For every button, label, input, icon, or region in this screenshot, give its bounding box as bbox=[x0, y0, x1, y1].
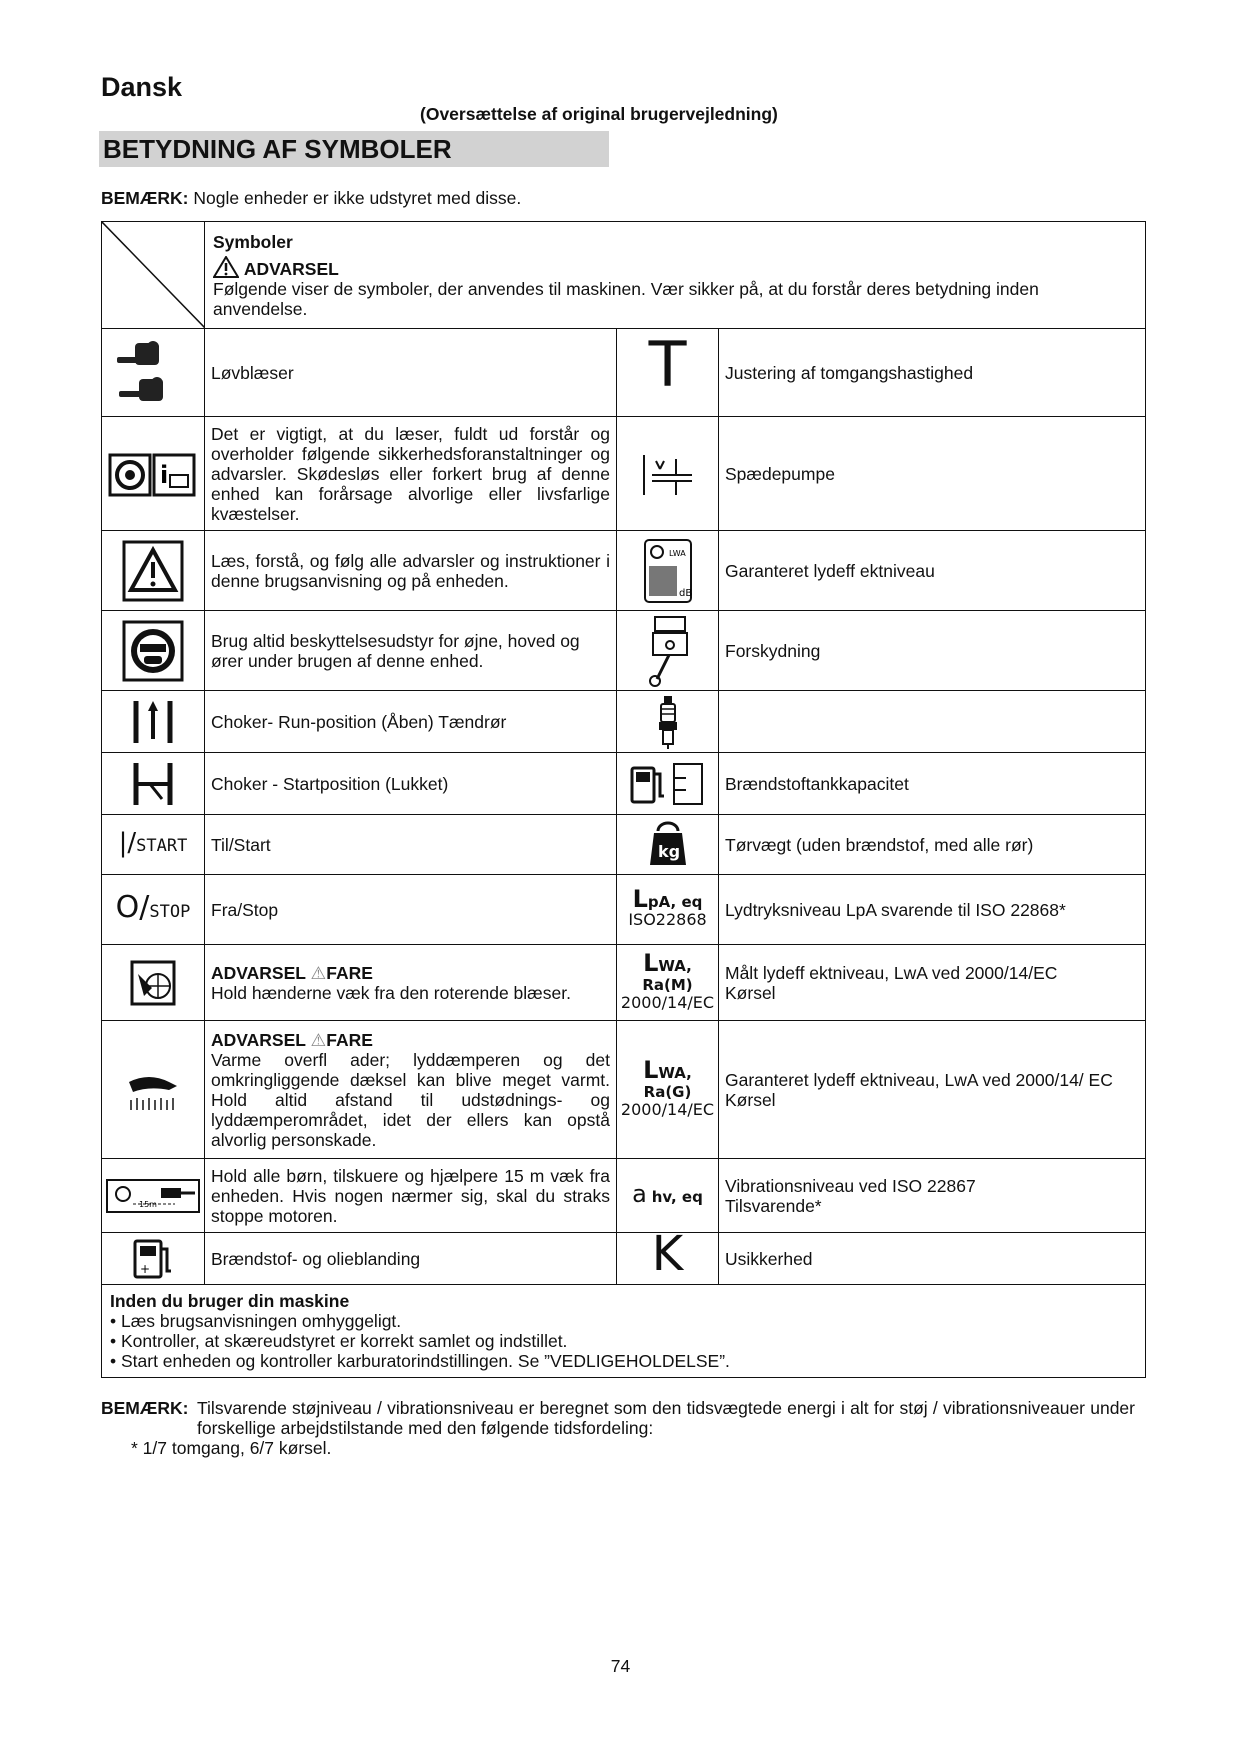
symbols-table bbox=[101, 221, 1146, 1378]
row-10-left bbox=[205, 1021, 617, 1159]
note-bottom bbox=[101, 1398, 1141, 1458]
vibration-icon: a hv, eq bbox=[617, 1159, 719, 1233]
row-11-right-text-2: Tilsvarende* bbox=[725, 1195, 822, 1216]
leaf-blower-icon bbox=[102, 329, 205, 417]
svg-text:dB: dB bbox=[678, 587, 692, 599]
header-title: Symboler bbox=[213, 231, 293, 252]
fuel-mix-icon bbox=[102, 1233, 205, 1285]
row-5-right-text bbox=[719, 691, 1146, 753]
sound-power-icon bbox=[617, 531, 719, 611]
note-bottom-star: * 1/7 tomgang, 6/7 kørsel. bbox=[131, 1438, 332, 1458]
svg-text:+: + bbox=[140, 1261, 151, 1276]
table-row bbox=[102, 1159, 1146, 1233]
list-item: • Læs brugsanvisningen omhyggeligt. bbox=[110, 1311, 402, 1331]
page-number: 74 bbox=[610, 1656, 631, 1676]
table-row bbox=[102, 531, 1146, 611]
row-9-danger-label: FARE bbox=[326, 962, 373, 983]
diagonal-line-icon bbox=[102, 222, 205, 328]
note-top-label: BEMÆRK: bbox=[101, 188, 189, 208]
uncertainty-icon: K bbox=[617, 1233, 719, 1285]
svg-text:LWA: LWA bbox=[668, 548, 686, 558]
svg-text:kg: kg bbox=[657, 841, 680, 861]
table-row bbox=[102, 1233, 1146, 1285]
table-header bbox=[205, 222, 1146, 329]
table-row bbox=[102, 329, 1146, 417]
protective-gear-icon bbox=[102, 611, 205, 691]
table-row bbox=[102, 1021, 1146, 1159]
list-item: • Kontroller, at skæreudstyret er korrekt samlet og indstillet. bbox=[110, 1331, 568, 1351]
keep-distance-icon bbox=[102, 1159, 205, 1233]
row-11-left-text: Hold alle børn, tilskuere og hjælpere 15 m væk fra enheden. Hvis nogen nærmer sig, skal du straks stoppe motoren. bbox=[205, 1159, 617, 1233]
row-10-right bbox=[719, 1021, 1146, 1159]
choke-start-icon bbox=[102, 753, 205, 815]
displacement-icon bbox=[617, 611, 719, 691]
note-bottom-label: BEMÆRK: bbox=[101, 1398, 189, 1418]
table-row bbox=[102, 815, 1146, 875]
warning-icon bbox=[213, 256, 239, 278]
table-row bbox=[102, 417, 1146, 531]
primer-pump-icon bbox=[617, 417, 719, 531]
subtitle: (Oversættelse af original brugervejledning) bbox=[420, 104, 778, 124]
row-5-left-text: Choker- Run-position (Åben) Tændrør bbox=[205, 691, 617, 753]
before-use-title: Inden du bruger din maskine bbox=[110, 1291, 350, 1311]
row-10-right-text: Garanteret lydeff ektniveau, LwA ved 2000/14/ EC bbox=[725, 1069, 1113, 1090]
list-item: • Start enheden og kontroller karburatorindstillingen. Se ”VEDLIGEHOLDELSE”. bbox=[110, 1351, 730, 1371]
row-12-left-text: Brændstof- og olieblanding bbox=[205, 1233, 617, 1285]
row-8-right-text: Lydtryksniveau LpA svarende til ISO 22868* bbox=[719, 875, 1146, 945]
row-11-right bbox=[719, 1159, 1146, 1233]
row-9-right bbox=[719, 945, 1146, 1021]
row-1-right-text: Justering af tomgangshastighed bbox=[719, 329, 1146, 417]
off-stop-icon: O/STOP bbox=[102, 875, 205, 945]
diagonal-cell bbox=[102, 222, 205, 329]
row-12-right-text: Usikkerhed bbox=[719, 1233, 1146, 1285]
table-row bbox=[102, 691, 1146, 753]
lpa-icon: LpA, eq ISO22868 bbox=[617, 875, 719, 945]
row-11-right-text: Vibrationsniveau ved ISO 22867 bbox=[725, 1175, 976, 1196]
row-10-danger-label: FARE bbox=[326, 1029, 373, 1050]
table-row bbox=[102, 875, 1146, 945]
note-top bbox=[101, 188, 521, 209]
warning-triangle-icon bbox=[102, 531, 205, 611]
row-2-right-text: Spædepumpe bbox=[719, 417, 1146, 531]
table-row bbox=[102, 945, 1146, 1021]
table-row bbox=[102, 611, 1146, 691]
row-4-right-text: Forskydning bbox=[719, 611, 1146, 691]
section-title: BETYDNING AF SYMBOLER bbox=[99, 131, 609, 167]
idle-speed-icon: T bbox=[617, 329, 719, 417]
row-8-left-text: Fra/Stop bbox=[205, 875, 617, 945]
before-use-section bbox=[102, 1285, 1146, 1378]
row-3-left-text: Læs, forstå, og følg alle advarsler og instruktioner i denne brugsanvisning og på enheden. bbox=[205, 531, 617, 611]
row-3-right-text: Garanteret lydeff ektniveau bbox=[719, 531, 1146, 611]
row-4-left-text: Brug altid beskyttelsesudstyr for øjne, hoved og ører under brugen af denne enhed. bbox=[205, 611, 617, 691]
row-9-left-text: Hold hænderne væk fra den roterende blæser. bbox=[211, 982, 571, 1003]
row-7-left-text: Til/Start bbox=[205, 815, 617, 875]
lwa-g-icon: LWA, Ra(G) 2000/14/EC bbox=[617, 1021, 719, 1159]
hot-surface-icon bbox=[102, 1021, 205, 1159]
hazard-icon: ⚠ bbox=[310, 1029, 327, 1050]
fuel-tank-icon bbox=[617, 753, 719, 815]
row-9-right-text: Målt lydeff ektniveau, LwA ved 2000/14/EC bbox=[725, 962, 1058, 983]
spark-plug-icon bbox=[617, 691, 719, 753]
row-6-right-text: Brændstoftankkapacitet bbox=[719, 753, 1146, 815]
svg-text:15m: 15m bbox=[139, 1199, 157, 1209]
row-9-warning-label: ADVARSEL bbox=[211, 962, 306, 983]
row-6-left-text: Choker - Startposition (Lukket) bbox=[205, 753, 617, 815]
row-9-left bbox=[205, 945, 617, 1021]
row-10-warning-label: ADVARSEL bbox=[211, 1029, 306, 1050]
read-manual-icon bbox=[102, 417, 205, 531]
table-row bbox=[102, 753, 1146, 815]
on-start-icon: |/START bbox=[102, 815, 205, 875]
row-2-left-text: Det er vigtigt, at du læser, fuldt ud forstår og overholder følgende sikkerhedsforanstaltninger og advarsler. Skødesløs eller forkert brug af denne enhed kan forårsage alvorlige eller livsfarlige kvæstelser. bbox=[205, 417, 617, 531]
header-text: Følgende viser de symboler, der anvendes til maskinen. Vær sikker på, at du forstår deres betydning inden anvendelse. bbox=[213, 278, 1039, 319]
note-top-text: Nogle enheder er ikke udstyret med disse. bbox=[193, 188, 522, 208]
hazard-icon: ⚠ bbox=[310, 962, 327, 983]
svg-text:i: i bbox=[160, 460, 169, 489]
row-7-right-text: Tørvægt (uden brændstof, med alle rør) bbox=[719, 815, 1146, 875]
lwa-m-icon: LWA, Ra(M) 2000/14/EC bbox=[617, 945, 719, 1021]
rotating-fan-hazard-icon bbox=[102, 945, 205, 1021]
note-bottom-text: Tilsvarende støjniveau / vibrationsniveau er beregnet som den tidsvægtede energi i alt for støj / vibrationsniveauer under forskellige arbejdstilstande med den følgende tidsfordeling: bbox=[197, 1398, 1135, 1438]
row-10-right-text-2: Kørsel bbox=[725, 1089, 776, 1110]
header-warning: ADVARSEL bbox=[243, 258, 339, 279]
row-1-left-text: Løvblæser bbox=[205, 329, 617, 417]
choke-run-icon bbox=[102, 691, 205, 753]
language-title: Dansk bbox=[101, 72, 183, 102]
row-9-right-text-2: Kørsel bbox=[725, 982, 776, 1003]
weight-icon bbox=[617, 815, 719, 875]
row-10-left-text: Varme overfl ader; lyddæmperen og det omkringliggende dæksel kan blive meget varmt. Hold altid afstand til udstødnings- og lyddæmperområdet, idet der ellers kan opstå alvorlig personskade. bbox=[211, 1049, 610, 1150]
